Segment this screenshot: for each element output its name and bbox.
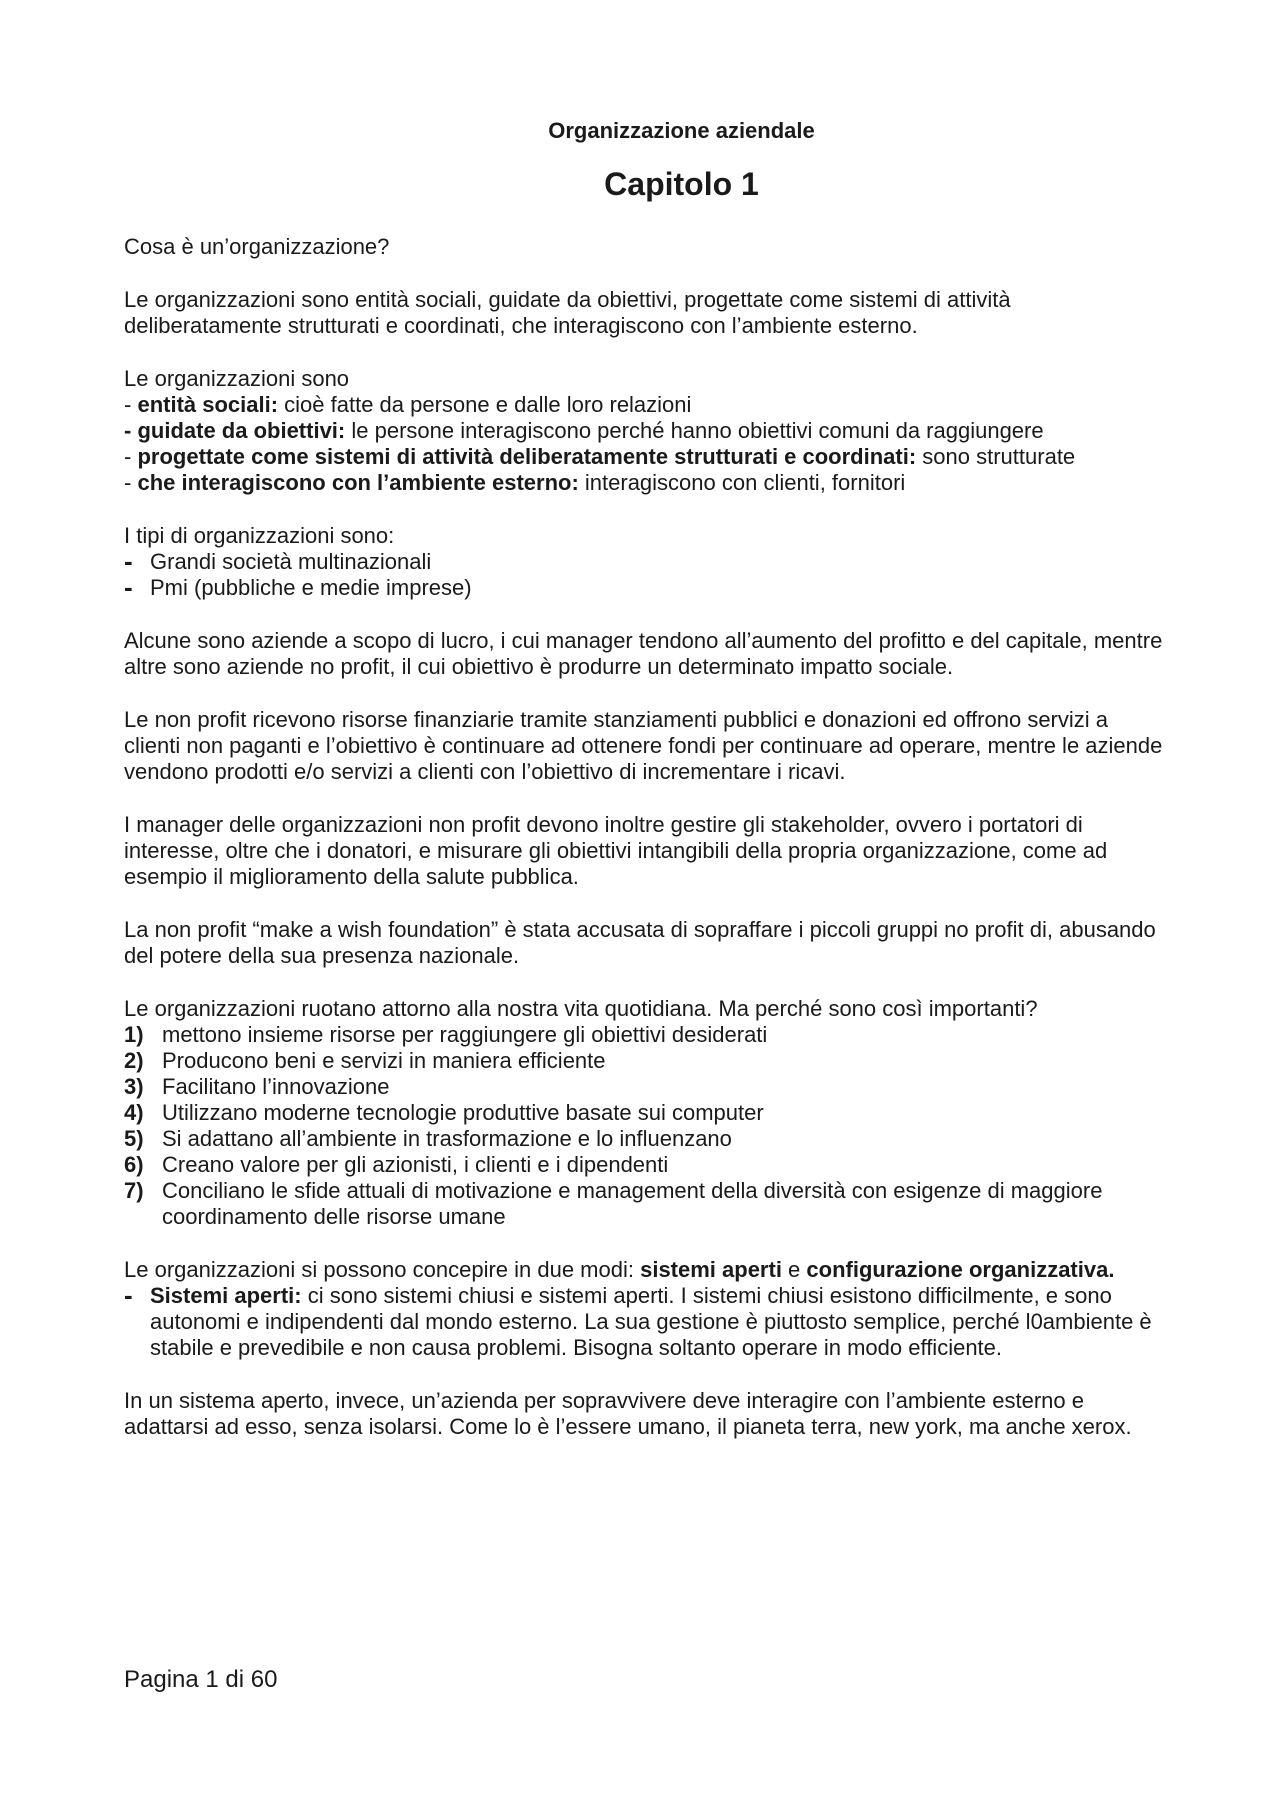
list-text: Facilitano l’innovazione xyxy=(162,1074,390,1099)
list-item xyxy=(124,1100,1169,1126)
property-item: - progettate come sistemi di attività deliberatamente strutturati e coordinati: sono strutturate xyxy=(124,444,1076,469)
paragraph-nonprofit: Le non profit ricevono risorse finanziarie tramite stanziamenti pubblici e donazioni ed offrono servizi a clienti non paganti e l’obiettivo è continuare ad ottenere fondi per continuare ad operare, mentre le aziende vendono prodotti e/o servizi a clienti con l’obiettivo di incrementare i ricavi. xyxy=(124,707,1163,784)
list-number: 6) xyxy=(124,1152,144,1177)
property-text: interagiscono con clienti, fornitori xyxy=(578,470,906,495)
types-lead: I tipi di organizzazioni sono: xyxy=(124,523,395,548)
concepts-lead: Le organizzazioni si possono concepire in due modi: xyxy=(124,1257,641,1282)
property-term: guidate da obiettivi: xyxy=(137,418,346,443)
paragraph-profit: Alcune sono aziende a scopo di lucro, i cui manager tendono all’aumento del profitto e del capitale, mentre altre sono aziende no profit, il cui obiettivo è produrre un determinato impatto sociale. xyxy=(124,628,1163,679)
list-item xyxy=(124,1152,1169,1178)
list-number: 1) xyxy=(124,1022,144,1047)
list-number: 4) xyxy=(124,1100,144,1125)
concept-term: configurazione organizzativa xyxy=(806,1257,1109,1282)
list-item xyxy=(124,1048,1169,1074)
document-page xyxy=(124,118,1169,1440)
property-term: entità sociali: xyxy=(137,392,279,417)
types-list xyxy=(124,549,1169,601)
list-number: 3) xyxy=(124,1074,144,1099)
concepts-end: . xyxy=(1108,1257,1115,1282)
document-title: Organizzazione aziendale xyxy=(548,118,815,143)
property-term: che interagiscono con l’ambiente esterno: xyxy=(137,470,579,495)
paragraph-concepts xyxy=(124,1257,1169,1283)
property-term: progettate come sistemi di attività deliberatamente strutturati e coordinati: xyxy=(137,444,917,469)
property-text: sono strutturate xyxy=(916,444,1076,469)
properties-block xyxy=(124,366,1169,496)
concepts-mid: e xyxy=(781,1257,807,1282)
reasons-list xyxy=(124,1022,1169,1230)
list-text: Conciliano le sfide attuali di motivazione e management della diversità con esigenze di maggiore coordinamento delle risorse umane xyxy=(162,1178,1103,1229)
list-number: 7) xyxy=(124,1178,144,1203)
open-systems-term: Sistemi aperti: xyxy=(150,1283,302,1308)
property-item: - entità sociali: cioè fatte da persone e dalle loro relazioni xyxy=(124,392,692,417)
list-text: Creano valore per gli azionisti, i clienti e i dipendenti xyxy=(162,1152,669,1177)
list-item xyxy=(124,1283,1169,1361)
property-item: - guidate da obiettivi: le persone interagiscono perché hanno obiettivi comuni da raggiungere xyxy=(124,418,1044,443)
open-systems-list xyxy=(124,1283,1169,1361)
concept-term: sistemi aperti xyxy=(640,1257,782,1282)
paragraph-why: Le organizzazioni ruotano attorno alla nostra vita quotidiana. Ma perché sono così importanti? xyxy=(124,996,1038,1021)
property-text: le persone interagiscono perché hanno obiettivi comuni da raggiungere xyxy=(345,418,1044,443)
list-text: Utilizzano moderne tecnologie produttive basate sui computer xyxy=(162,1100,764,1125)
property-text: cioè fatte da persone e dalle loro relazioni xyxy=(278,392,692,417)
intro-definition: Le organizzazioni sono entità sociali, guidate da obiettivi, progettate come sistemi di attività deliberatamente strutturati e coordinati, che interagiscono con l’ambiente esterno. xyxy=(124,287,1011,338)
list-number: 5) xyxy=(124,1126,144,1151)
properties-lead: Le organizzazioni sono xyxy=(124,366,350,391)
list-text: Producono beni e servizi in maniera efficiente xyxy=(162,1048,606,1073)
intro-question: Cosa è un’organizzazione? xyxy=(124,234,390,259)
list-text: mettono insieme risorse per raggiungere gli obiettivi desiderati xyxy=(162,1022,768,1047)
page-number: Pagina 1 di 60 xyxy=(124,1666,278,1693)
paragraph-managers: I manager delle organizzazioni non profit devono inoltre gestire gli stakeholder, ovvero i portatori di interesse, oltre che i donatori, e misurare gli obiettivi intangibili della propria organizzazione, come ad esempio il miglioramento della salute pubblica. xyxy=(124,812,1108,889)
list-text: Si adattano all’ambiente in trasformazione e lo influenzano xyxy=(162,1126,732,1151)
paragraph-wish: La non profit “make a wish foundation” è stata accusata di sopraffare i piccoli gruppi no profit di, abusando del potere della sua presenza nazionale. xyxy=(124,917,1156,968)
list-item xyxy=(124,1074,1169,1100)
open-systems-text: ci sono sistemi chiusi e sistemi aperti. I sistemi chiusi esistono difficilmente, e sono autonomi e indipendenti dal mondo esterno. La sua gestione è piuttosto semplice, perché l0ambiente è stabile e prevedibile e non causa problemi. Bisogna soltanto operare in modo efficiente. xyxy=(150,1283,1152,1360)
list-item xyxy=(124,1178,1169,1230)
list-item xyxy=(124,1126,1169,1152)
chapter-heading: Capitolo 1 xyxy=(604,166,759,202)
paragraph-closing: In un sistema aperto, invece, un’azienda per sopravvivere deve interagire con l’ambiente esterno e adattarsi ad esso, senza isolarsi. Come lo è l’essere umano, il pianeta terra, new york, ma anche xerox. xyxy=(124,1388,1132,1439)
list-number: 2) xyxy=(124,1048,144,1073)
property-item: - che interagiscono con l’ambiente esterno: interagiscono con clienti, fornitori xyxy=(124,470,906,495)
list-item xyxy=(124,1022,1169,1048)
list-item: - Pmi (pubbliche e medie imprese) xyxy=(124,575,1169,601)
list-item: - Grandi società multinazionali xyxy=(124,549,1169,575)
